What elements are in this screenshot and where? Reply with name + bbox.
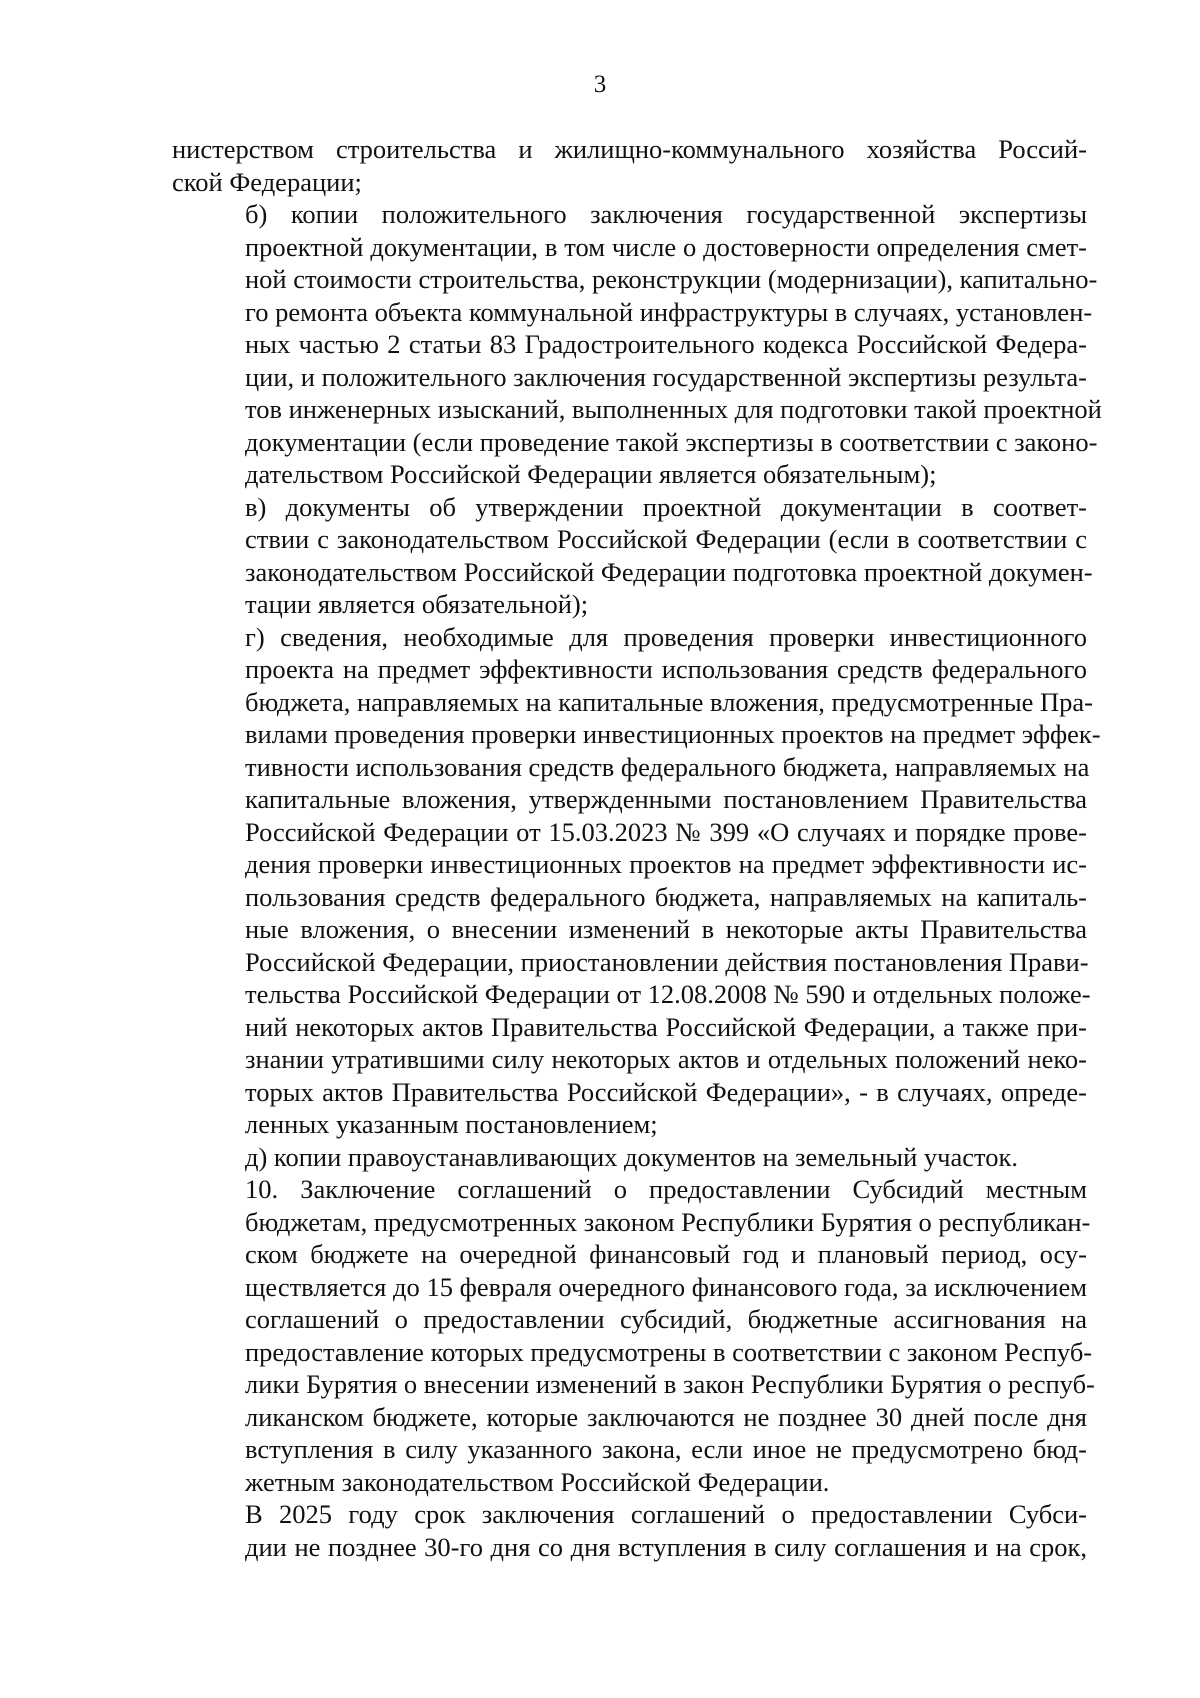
text-line: го ремонта объекта коммунальной инфраструктуры в случаях, установлен- [245,296,1093,327]
text-line: капитальные вложения, утвержденными постановлением Правительства [245,784,1087,814]
text-line: ной стоимости строительства, реконструкции (модернизации), капитально- [245,264,1098,294]
text-line: проекта на предмет эффективности использования средств федерального [245,654,1087,684]
paragraph-clause-10 [172,1173,1095,1498]
page-number: 3 [593,71,607,98]
text-line: документации (если проведение такой экспертизы в соответствии с законо- [245,426,1098,457]
paragraph-item-g [172,621,1101,1141]
text-line: ных частью 2 статьи 83 Градостроительного кодекса Российской Федера- [245,329,1087,359]
text-line: жетным законодательством Российской Федерации. [245,1466,830,1497]
text-line: тации является обязательной); [245,589,589,619]
text-line: торых актов Правительства Российской Федерации», - в случаях, опреде- [245,1076,1087,1107]
text-line: В 2025 году срок заключения соглашений о предоставлении Субси- [245,1499,1087,1529]
text-line: ные вложения, о внесении изменений в некоторые акты Правительства [245,914,1087,944]
text-line: тов инженерных изысканий, выполненных для подготовки такой проектной [245,394,1102,424]
text-line: ской Федерации; [172,166,362,197]
text-line: дательством Российской Федерации является обязательным); [245,459,937,489]
text-line: ском бюджете на очередной финансовый год и плановый период, осу- [245,1239,1087,1269]
text-line: дения проверки инвестиционных проектов на предмет эффективности ис- [245,849,1087,879]
text-line: бюджета, направляемых на капитальные вложения, предусмотренные Пра- [245,686,1093,717]
text-line: тивности использования средств федерального бюджета, направляемых на [245,751,1090,782]
paragraph-item-d [172,1141,1087,1174]
text-line: Российской Федерации от 15.03.2023 № 399 «О случаях и порядке прове- [245,816,1087,847]
text-line: законодательством Российской Федерации подготовка проектной докумен- [245,556,1093,587]
text-line: ний некоторых актов Правительства Российской Федерации, а также при- [245,1011,1087,1042]
text-line: пользования средств федерального бюджета, направляемых на капиталь- [245,881,1087,912]
text-line: 10. Заключение соглашений о предоставлении Субсидий местным [245,1174,1087,1204]
text-line: бюджетам, предусмотренных законом Республики Бурятия о республикан- [245,1206,1091,1237]
paragraph-item-b [172,198,1102,491]
text-line: знании утратившими силу некоторых актов и отдельных положений неко- [245,1044,1087,1074]
text-line: дии не позднее 30-го дня со дня вступления в силу соглашения и на срок, [245,1531,1087,1562]
text-line: тельства Российской Федерации от 12.08.2008 № 590 и отдельных положе- [245,979,1091,1009]
paragraph-item-v [172,491,1093,621]
text-line: предоставление которых предусмотрены в соответствии с законом Респуб- [245,1336,1093,1367]
paragraph-continuation [172,133,1087,198]
text-line: в) документы об утверждении проектной документации в соответ- [245,491,1087,522]
text-line: д) копии правоустанавливающих документов на земельный участок. [245,1141,1019,1172]
paragraph-2025-term [172,1498,1087,1563]
text-line: ции, и положительного заключения государственной экспертизы результа- [245,361,1088,392]
text-line: ликанском бюджете, которые заключаются не позднее 30 дней после дня [245,1401,1087,1432]
text-line: нистерством строительства и жилищно-коммунального хозяйства Россий- [172,134,1087,164]
text-line: Российской Федерации, приостановлении действия постановления Прави- [245,946,1089,977]
text-line: ществляется до 15 февраля очередного финансового года, за исключением [245,1271,1087,1302]
text-line: г) сведения, необходимые для проведения проверки инвестиционного [245,621,1087,652]
text-line: вилами проведения проверки инвестиционных проектов на предмет эффек- [245,719,1101,749]
text-line: ствии с законодательством Российской Федерации (если в соответствии с [245,524,1087,554]
text-line: соглашений о предоставлении субсидий, бюджетные ассигнования на [245,1304,1087,1334]
text-line: б) копии положительного заключения государственной экспертизы [245,199,1087,229]
document-body [172,133,1102,1563]
text-line: лики Бурятия о внесении изменений в закон Республики Бурятия о респуб- [245,1369,1095,1399]
text-line: вступления в силу указанного закона, если иное не предусмотрено бюд- [245,1434,1087,1464]
text-line: ленных указанным постановлением; [245,1109,658,1139]
text-line: проектной документации, в том числе о достоверности определения смет- [245,231,1087,262]
